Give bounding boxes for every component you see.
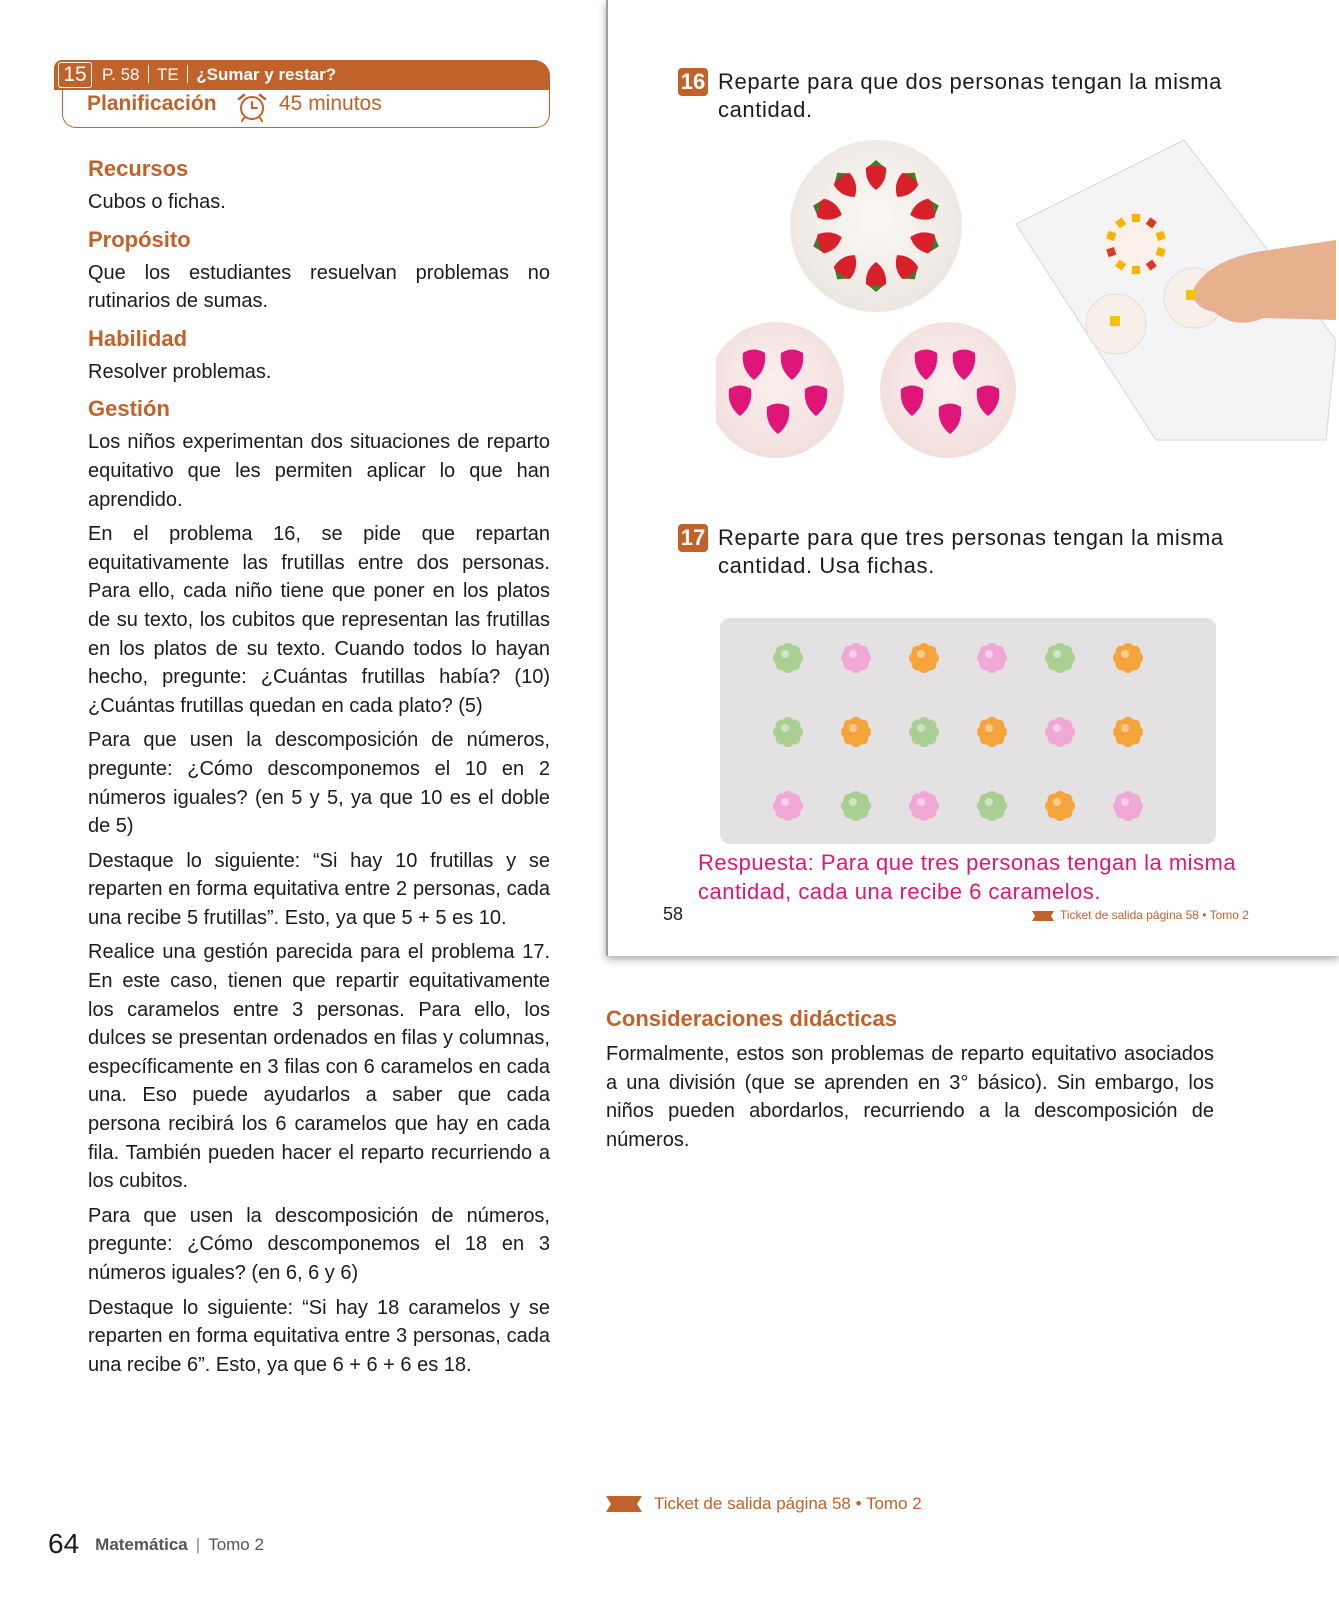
- candy-orange: [909, 643, 939, 673]
- candy-green: [773, 717, 803, 747]
- problem-17-number: 17: [678, 524, 708, 552]
- candy-green: [841, 791, 871, 821]
- candy-green: [909, 717, 939, 747]
- ticket-reference: [606, 1494, 922, 1514]
- lesson-type: TE: [157, 65, 179, 84]
- candy-orange: [1113, 717, 1143, 747]
- recursos-text: Cubos o fichas.: [88, 191, 226, 213]
- recursos-heading: Recursos: [88, 156, 189, 181]
- ticket-icon: [606, 1496, 642, 1512]
- strawberry-plates-illustration: [716, 140, 1336, 470]
- ticket-icon: [1032, 911, 1054, 921]
- candy-pink: [1113, 791, 1143, 821]
- candy-green: [977, 791, 1007, 821]
- student-page-number: 58: [663, 904, 684, 924]
- ticket-text: Ticket de salida página 58 • Tomo 2: [654, 1494, 922, 1513]
- candy-green: [773, 643, 803, 673]
- candy-orange: [977, 717, 1007, 747]
- lesson-header: [54, 58, 550, 128]
- planning-label: Planificación: [87, 92, 217, 115]
- page-reference: P. 58: [102, 65, 140, 84]
- gestion-paragraph: Destaque lo siguiente: “Si hay 10 frutillas y se reparten en forma equitativa entre 2 personas, cada una recibe 5 frutillas”. Esto, ya que 5 + 5 es 10.: [88, 849, 550, 929]
- lesson-number: 15: [58, 62, 92, 88]
- page-footer: 64 Matemática | Tomo 2: [48, 1528, 264, 1559]
- gestion-paragraph: En el problema 16, se pide que repartan equitativamente las frutillas entre dos personas. Para ello, cada niño tiene que poner en los platos de su texto, los cubitos que representan las frutillas en los platos de su texto. Cuando todos lo hayan hecho, pregunte: ¿Cuántas frutillas había? (10) ¿Cuántas frutillas quedan en cada plato? (5): [88, 523, 550, 717]
- ticket-reference-small: [1032, 908, 1249, 922]
- lesson-meta: [102, 64, 336, 86]
- candy-pink: [841, 643, 871, 673]
- footer-page-number: 64: [48, 1528, 80, 1559]
- lesson-question: ¿Sumar y restar?: [196, 65, 337, 84]
- gestion-paragraph: Realice una gestión parecida para el problema 17. En este caso, tienen que repartir equitativamente los caramelos entre 3 personas. Para ello, los dulces se presentan ordenados en filas y columnas, específicamente en 3 filas con 6 caramelos en cada una. Eso puede ayudarlos a saber que cada persona recibirá los 6 caramelos que hay en cada fila. También pueden hacer el reparto recurriendo a los cubitos.: [88, 941, 550, 1193]
- cubes-sheet-photo: [1016, 140, 1336, 440]
- candy-pink: [977, 643, 1007, 673]
- teacher-guide-text: [88, 154, 550, 1385]
- candy-orange: [1045, 791, 1075, 821]
- candy-green: [1045, 643, 1075, 673]
- gestion-paragraph: Destaque lo siguiente: “Si hay 18 caramelos y se reparten en forma equitativa entre 3 personas, cada una recibe 6”. Esto, ya que 6 + 6 + 6 es 18.: [88, 1296, 550, 1376]
- footer-subject: Matemática: [95, 1535, 188, 1554]
- habilidad-text: Resolver problemas.: [88, 360, 272, 383]
- gestion-paragraph: Para que usen la descomposición de números, pregunte: ¿Cómo descomponemos el 18 en 3 números iguales? (en 6, 6 y 6): [88, 1204, 550, 1284]
- lesson-title-bar: [54, 60, 550, 90]
- student-book-page: [606, 0, 1339, 956]
- candy-grid: [720, 618, 1216, 844]
- candy-tray-photo: [720, 618, 1216, 844]
- ticket-small-text: Ticket de salida página 58 • Tomo 2: [1060, 908, 1249, 922]
- consideraciones-text: Formalmente, estos son problemas de reparto equitativo asociados a una división (que se aprenden en 3° básico). Sin embargo, los niños pueden abordarlos, recurriendo a la descomposición de números.: [606, 1043, 1214, 1151]
- gestion-paragraph: Para que usen la descomposición de números, pregunte: ¿Cómo descomponemos el 10 en 2 números iguales? (en 5 y 5, ya que 10 es el doble de 5): [88, 729, 550, 838]
- gestion-heading: Gestión: [88, 396, 170, 422]
- candy-pink: [1045, 717, 1075, 747]
- candy-orange: [841, 717, 871, 747]
- candy-orange: [1113, 643, 1143, 673]
- proposito-text: Que los estudiantes resuelvan problemas no rutinarios de sumas.: [88, 261, 550, 313]
- habilidad-heading: Habilidad: [88, 325, 188, 351]
- gestion-paragraph: Los niños experimentan dos situaciones de reparto equitativo que les permiten aplicar lo que han aprendido.: [88, 431, 550, 511]
- proposito-heading: Propósito: [88, 226, 191, 252]
- planning-box: [62, 88, 550, 128]
- answer-text: Respuesta: Para que tres personas tengan la misma cantidad, cada una recibe 6 caramelos.: [698, 850, 1237, 904]
- footer-tomo: Tomo 2: [208, 1535, 264, 1554]
- candy-pink: [909, 791, 939, 821]
- planning-time: 45 minutos: [279, 92, 382, 115]
- candy-pink: [773, 791, 803, 821]
- alarm-clock-icon: [235, 92, 269, 122]
- consideraciones-section: [606, 1004, 1214, 1154]
- problem-16-text: Reparte para que dos personas tengan la misma cantidad.: [718, 69, 1222, 122]
- problem-16-number: 16: [678, 68, 708, 96]
- problem-17-text: Reparte para que tres personas tengan la misma cantidad. Usa fichas.: [718, 525, 1224, 578]
- consideraciones-heading: Consideraciones didácticas: [606, 1006, 897, 1031]
